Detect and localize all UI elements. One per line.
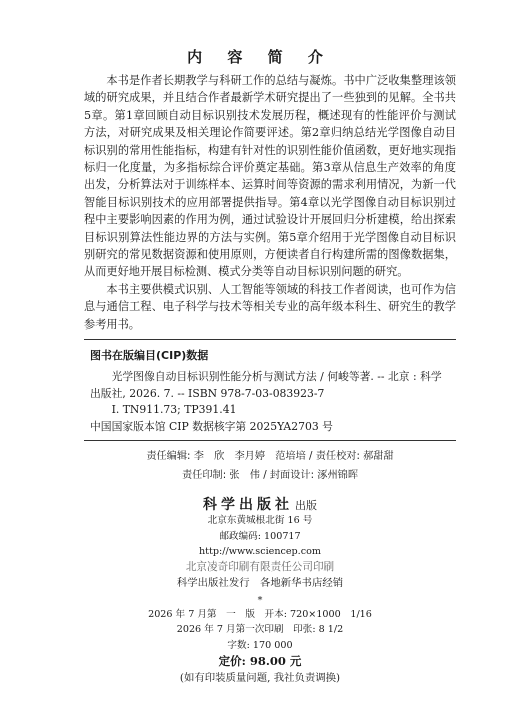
printer: 北京凌奇印刷有限责任公司印刷 <box>185 561 335 573</box>
divider <box>84 440 456 441</box>
publisher-suffix: 出版 <box>295 499 317 512</box>
distributor: 科学出版社发行 各地新华书店经销 <box>176 577 344 589</box>
summary-paragraph: 本书主要供模式识别、人工智能等领域的科技工作者阅读，也可作为信息与通信工程、电子科学与技术等相关专业的高年级本科生、研究生的教学参考用书。 <box>84 282 456 331</box>
quality-notice: (如有印装质量问题, 我社负责调换) <box>179 672 341 684</box>
production-credits: 责任印制: 张 伟 / 封面设计: 涿州锦晖 <box>181 470 359 481</box>
publisher-postcode: 邮政编码: 100717 <box>219 531 301 542</box>
publisher-logo: 科学出版社 <box>203 497 293 513</box>
printing-info: 2026 年 7 月第一次印刷 印张: 8 1/2 <box>176 624 344 635</box>
cip-line: 中国国家版本馆 CIP 数据核字第 2025YA2703 号 <box>90 419 333 433</box>
publisher-address: 北京东黄城根北街 16 号 <box>207 515 313 526</box>
edition-info: 2026 年 7 月第 一 版 开本: 720×1000 1/16 <box>148 609 372 620</box>
cip-block <box>90 369 452 435</box>
publisher-website: http://www.sciencep.com <box>199 546 321 557</box>
divider <box>84 339 456 340</box>
cip-heading: 图书在版编目(CIP)数据 <box>90 349 209 362</box>
editor-credits: 责任编辑: 李 欣 李月婷 范培培 / 责任校对: 郝甜甜 <box>146 451 394 462</box>
cip-line: 光学图像自动目标识别性能分析与测试方法 / 何峻等著. -- 北京 : 科学出版社, 2026. 7. -- ISBN 978-7-03-083923-7 <box>90 370 442 400</box>
cip-line: I. TN911.73; TP391.41 <box>111 403 237 416</box>
summary-paragraph: 本书是作者长期教学与科研工作的总结与凝炼。书中广泛收集整理该领域的研究成果，并且结合作者最新学术研究提出了一些独到的见解。全书共5章。第1章回顾自动目标识别技术发展历程，概述现有的性能评价与测试方法，对研究成果及相关理论作简要评述。第2章归纳总结光学图像自动目标识别的常用性能指标，构建有针对性的识别性能价值函数，更好地实现指标归一化度量，为多指标综合评价奠定基础。第3章从信息生产效率的角度出发，分析算法对于训练样本、运算时间等资源的需求利用情况，为新一代智能目标识别技术的应用部署提供指导。第4章以光学图像自动目标识别过程中主要影响因素的作用为例，通过试验设计开展回归分析建模，给出探索目标识别算法性能边界的方法与实例。第5章介绍用于光学图像自动目标识别研究的常见数据资源和使用原则，方便读者自行构建所需的图像数据集，从而更好地开展目标检测、模式分类等自动目标识别问题的研究。 <box>84 74 456 279</box>
word-count: 字数: 170 000 <box>227 640 293 651</box>
separator-star: * <box>257 595 263 606</box>
publisher-line <box>0 494 520 514</box>
price: 定价: 98.00 元 <box>218 654 302 668</box>
page-title: 内 容 简 介 <box>187 48 333 66</box>
content-summary <box>84 72 456 333</box>
